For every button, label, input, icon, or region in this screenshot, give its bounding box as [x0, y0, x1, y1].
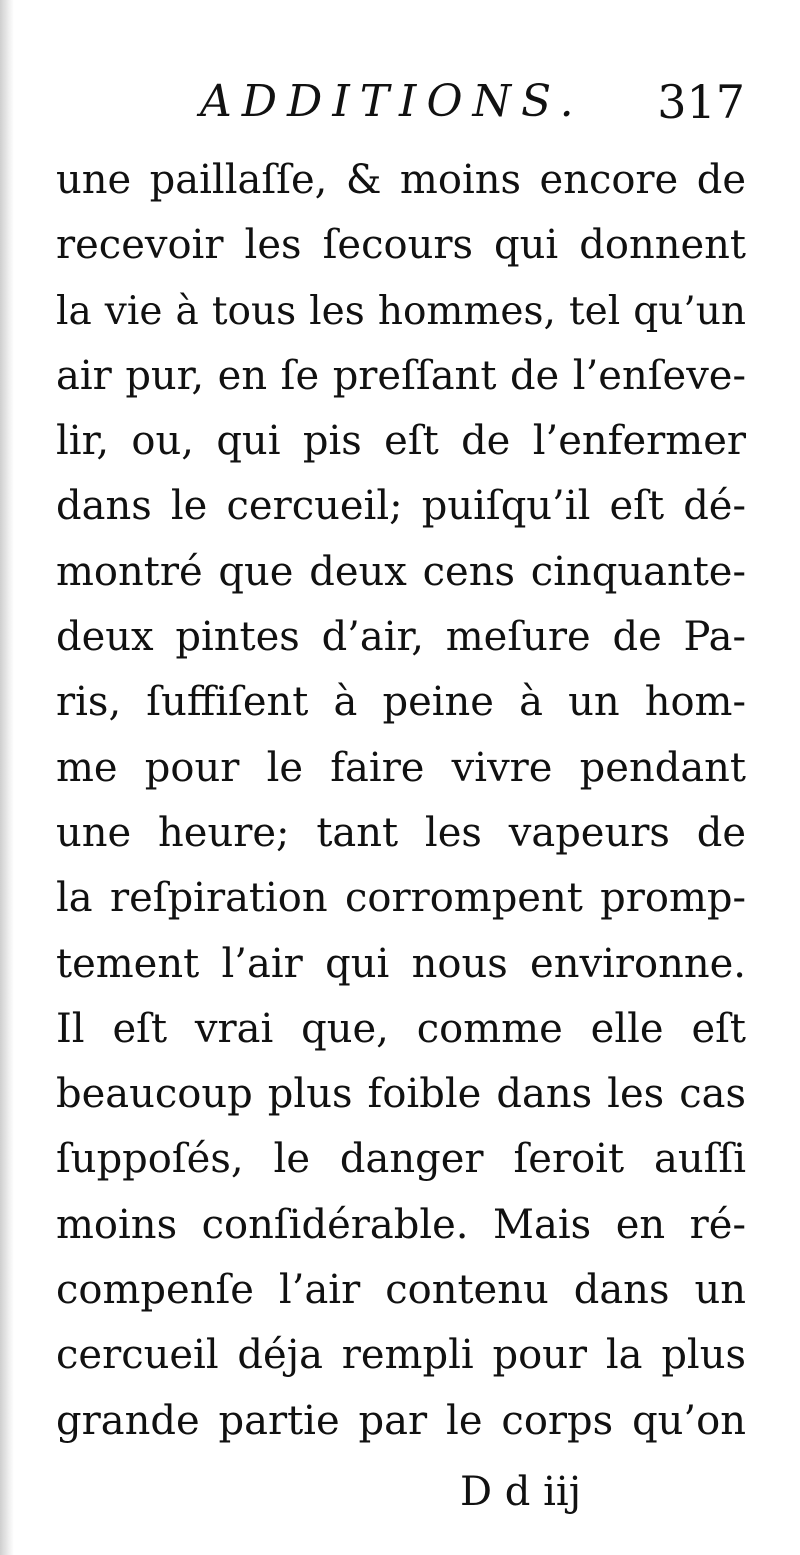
text-line: ſuppoſés, le danger ſeroit auſſi — [56, 1136, 746, 1183]
text-line: compenſe l’air contenu dans un — [56, 1267, 746, 1314]
text-line: beaucoup plus foible dans les cas — [56, 1071, 746, 1118]
signature-mark: D d iij — [460, 1469, 582, 1515]
text-line: montré que deux cens cinquante- — [56, 548, 746, 595]
text-line: me pour le faire vivre pendant — [56, 744, 746, 791]
page-number: 317 — [657, 75, 745, 129]
page-binding-edge — [0, 0, 14, 1555]
text-line: une heure; tant les vapeurs de — [56, 809, 746, 856]
text-line: air pur, en ſe preſſant de l’enſeve- — [56, 352, 746, 399]
text-line: la vie à tous les hommes, tel qu’un — [56, 288, 746, 334]
text-line: la reſpiration corrompent promp- — [56, 875, 746, 922]
text-line: Il eſt vrai que, comme elle eſt — [56, 1005, 746, 1052]
text-line: deux pintes d’air, meſure de Pa- — [56, 614, 746, 661]
text-line: ris, ſuffiſent à peine à un hom- — [56, 679, 746, 726]
text-line: une paillaſſe, & moins encore de — [56, 157, 746, 203]
page-header — [200, 72, 745, 132]
text-line: tement l’air qui nous environne. — [56, 940, 746, 987]
text-line: cercueil déja rempli pour la plus — [56, 1332, 746, 1379]
text-line: dans le cercueil; puiſqu’il eſt dé- — [56, 483, 746, 530]
body-text — [56, 148, 746, 1454]
text-line: moins conſidérable. Mais en ré- — [56, 1201, 746, 1248]
text-line: recevoir les ſecours qui donnent — [56, 222, 746, 269]
text-line: grande partie par le corps qu’on — [56, 1397, 746, 1444]
text-line: lir, ou, qui pis eſt de l’enfermer — [56, 418, 746, 465]
running-title: ADDITIONS. — [200, 76, 584, 127]
